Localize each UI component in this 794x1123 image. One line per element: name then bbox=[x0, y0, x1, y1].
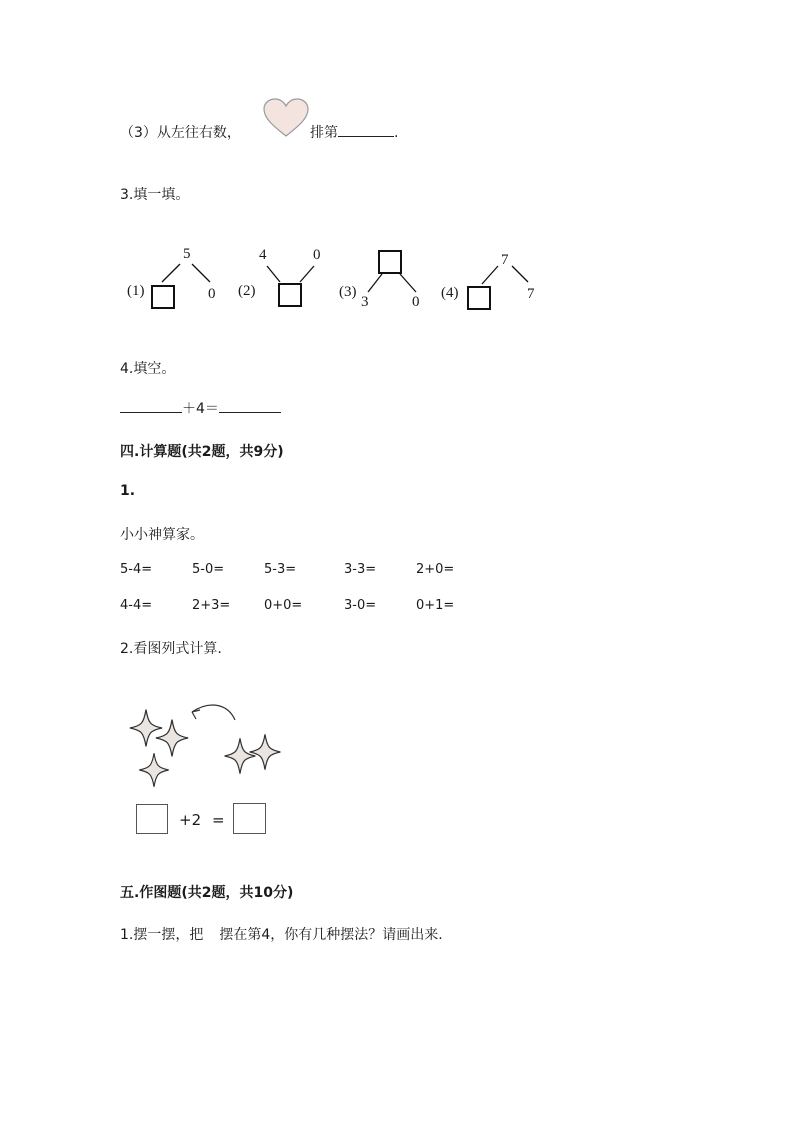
calc-r2-c1: 4-4= bbox=[120, 598, 153, 613]
decomp-2-label: (2) bbox=[238, 283, 256, 299]
q4-blank-right[interactable] bbox=[219, 398, 281, 413]
q4-title: 4.填空。 bbox=[120, 361, 176, 377]
sparkles-illustration bbox=[120, 692, 290, 802]
decomp-1-right: 0 bbox=[208, 286, 216, 302]
decomp-2-left: 4 bbox=[259, 247, 267, 263]
decomp-4-label: (4) bbox=[441, 285, 459, 301]
heart-icon bbox=[262, 98, 310, 138]
calc-q2-equals: = bbox=[212, 811, 225, 829]
sparkle-icon bbox=[156, 720, 188, 757]
calc-q2-title: 2.看图列式计算. bbox=[120, 641, 222, 657]
calc-r2-c4: 3-0= bbox=[344, 598, 377, 613]
decomp-3-box[interactable] bbox=[378, 250, 402, 274]
calc-q2-box-left[interactable] bbox=[136, 804, 168, 834]
section4-title: 四.计算题(共2题，共9分) bbox=[120, 444, 284, 460]
calc-r2-c5: 0+1= bbox=[416, 598, 455, 613]
draw-q1-text-a: 1.摆一摆，把 bbox=[120, 927, 204, 943]
decomp-2-box[interactable] bbox=[278, 283, 302, 307]
calc-r1-c1: 5-4= bbox=[120, 562, 153, 577]
calc-r1-c2: 5-0= bbox=[192, 562, 225, 577]
calc-r2-c3: 0+0= bbox=[264, 598, 303, 613]
q3-part3-end: . bbox=[394, 125, 399, 141]
q3-part3-suffix: 排第 bbox=[310, 125, 338, 141]
q3-answer-blank[interactable] bbox=[338, 122, 394, 137]
q4-blank-left[interactable] bbox=[120, 398, 182, 413]
draw-q1-text-b: 摆在第4，你有几种摆法？请画出来. bbox=[219, 927, 443, 943]
decomp-2-right: 0 bbox=[313, 247, 321, 263]
decomp-1-top: 5 bbox=[183, 246, 191, 262]
calc-q1-intro: 小小神算家。 bbox=[120, 527, 204, 543]
q3-part3-suffix-line bbox=[310, 122, 398, 142]
calc-q2-plus: +2 bbox=[179, 811, 202, 829]
section5-title: 五.作图题(共2题，共10分) bbox=[120, 885, 294, 901]
draw-q1 bbox=[120, 924, 443, 944]
calc-r1-c3: 5-3= bbox=[264, 562, 297, 577]
q3-part3-prefix: （3）从左往右数， bbox=[120, 125, 241, 141]
calc-q1-number: 1. bbox=[120, 483, 136, 499]
decomp-4-box[interactable] bbox=[467, 286, 491, 310]
decomp-3-right: 0 bbox=[412, 294, 420, 310]
calc-r2-c2: 2+3= bbox=[192, 598, 231, 613]
q4-expression bbox=[120, 398, 281, 418]
sparkle-icon bbox=[225, 738, 256, 773]
q4-expr: ＋4＝ bbox=[182, 401, 219, 417]
decomp-4-top: 7 bbox=[501, 252, 509, 268]
sparkle-icon bbox=[250, 734, 281, 769]
decomp-3-left: 3 bbox=[361, 294, 369, 310]
calc-r1-c4: 3-3= bbox=[344, 562, 377, 577]
q3-part3-line bbox=[120, 122, 241, 142]
calc-q2-box-right[interactable] bbox=[233, 803, 266, 834]
decomp-1-label: (1) bbox=[127, 283, 145, 299]
sparkle-icon bbox=[130, 710, 162, 747]
decomp-3-label: (3) bbox=[339, 284, 357, 300]
sparkle-icon bbox=[139, 753, 168, 787]
decomp-4-right: 7 bbox=[527, 286, 535, 302]
calc-r1-c5: 2+0= bbox=[416, 562, 455, 577]
decomp-1-box[interactable] bbox=[151, 285, 175, 309]
q3-title: 3.填一填。 bbox=[120, 187, 190, 203]
